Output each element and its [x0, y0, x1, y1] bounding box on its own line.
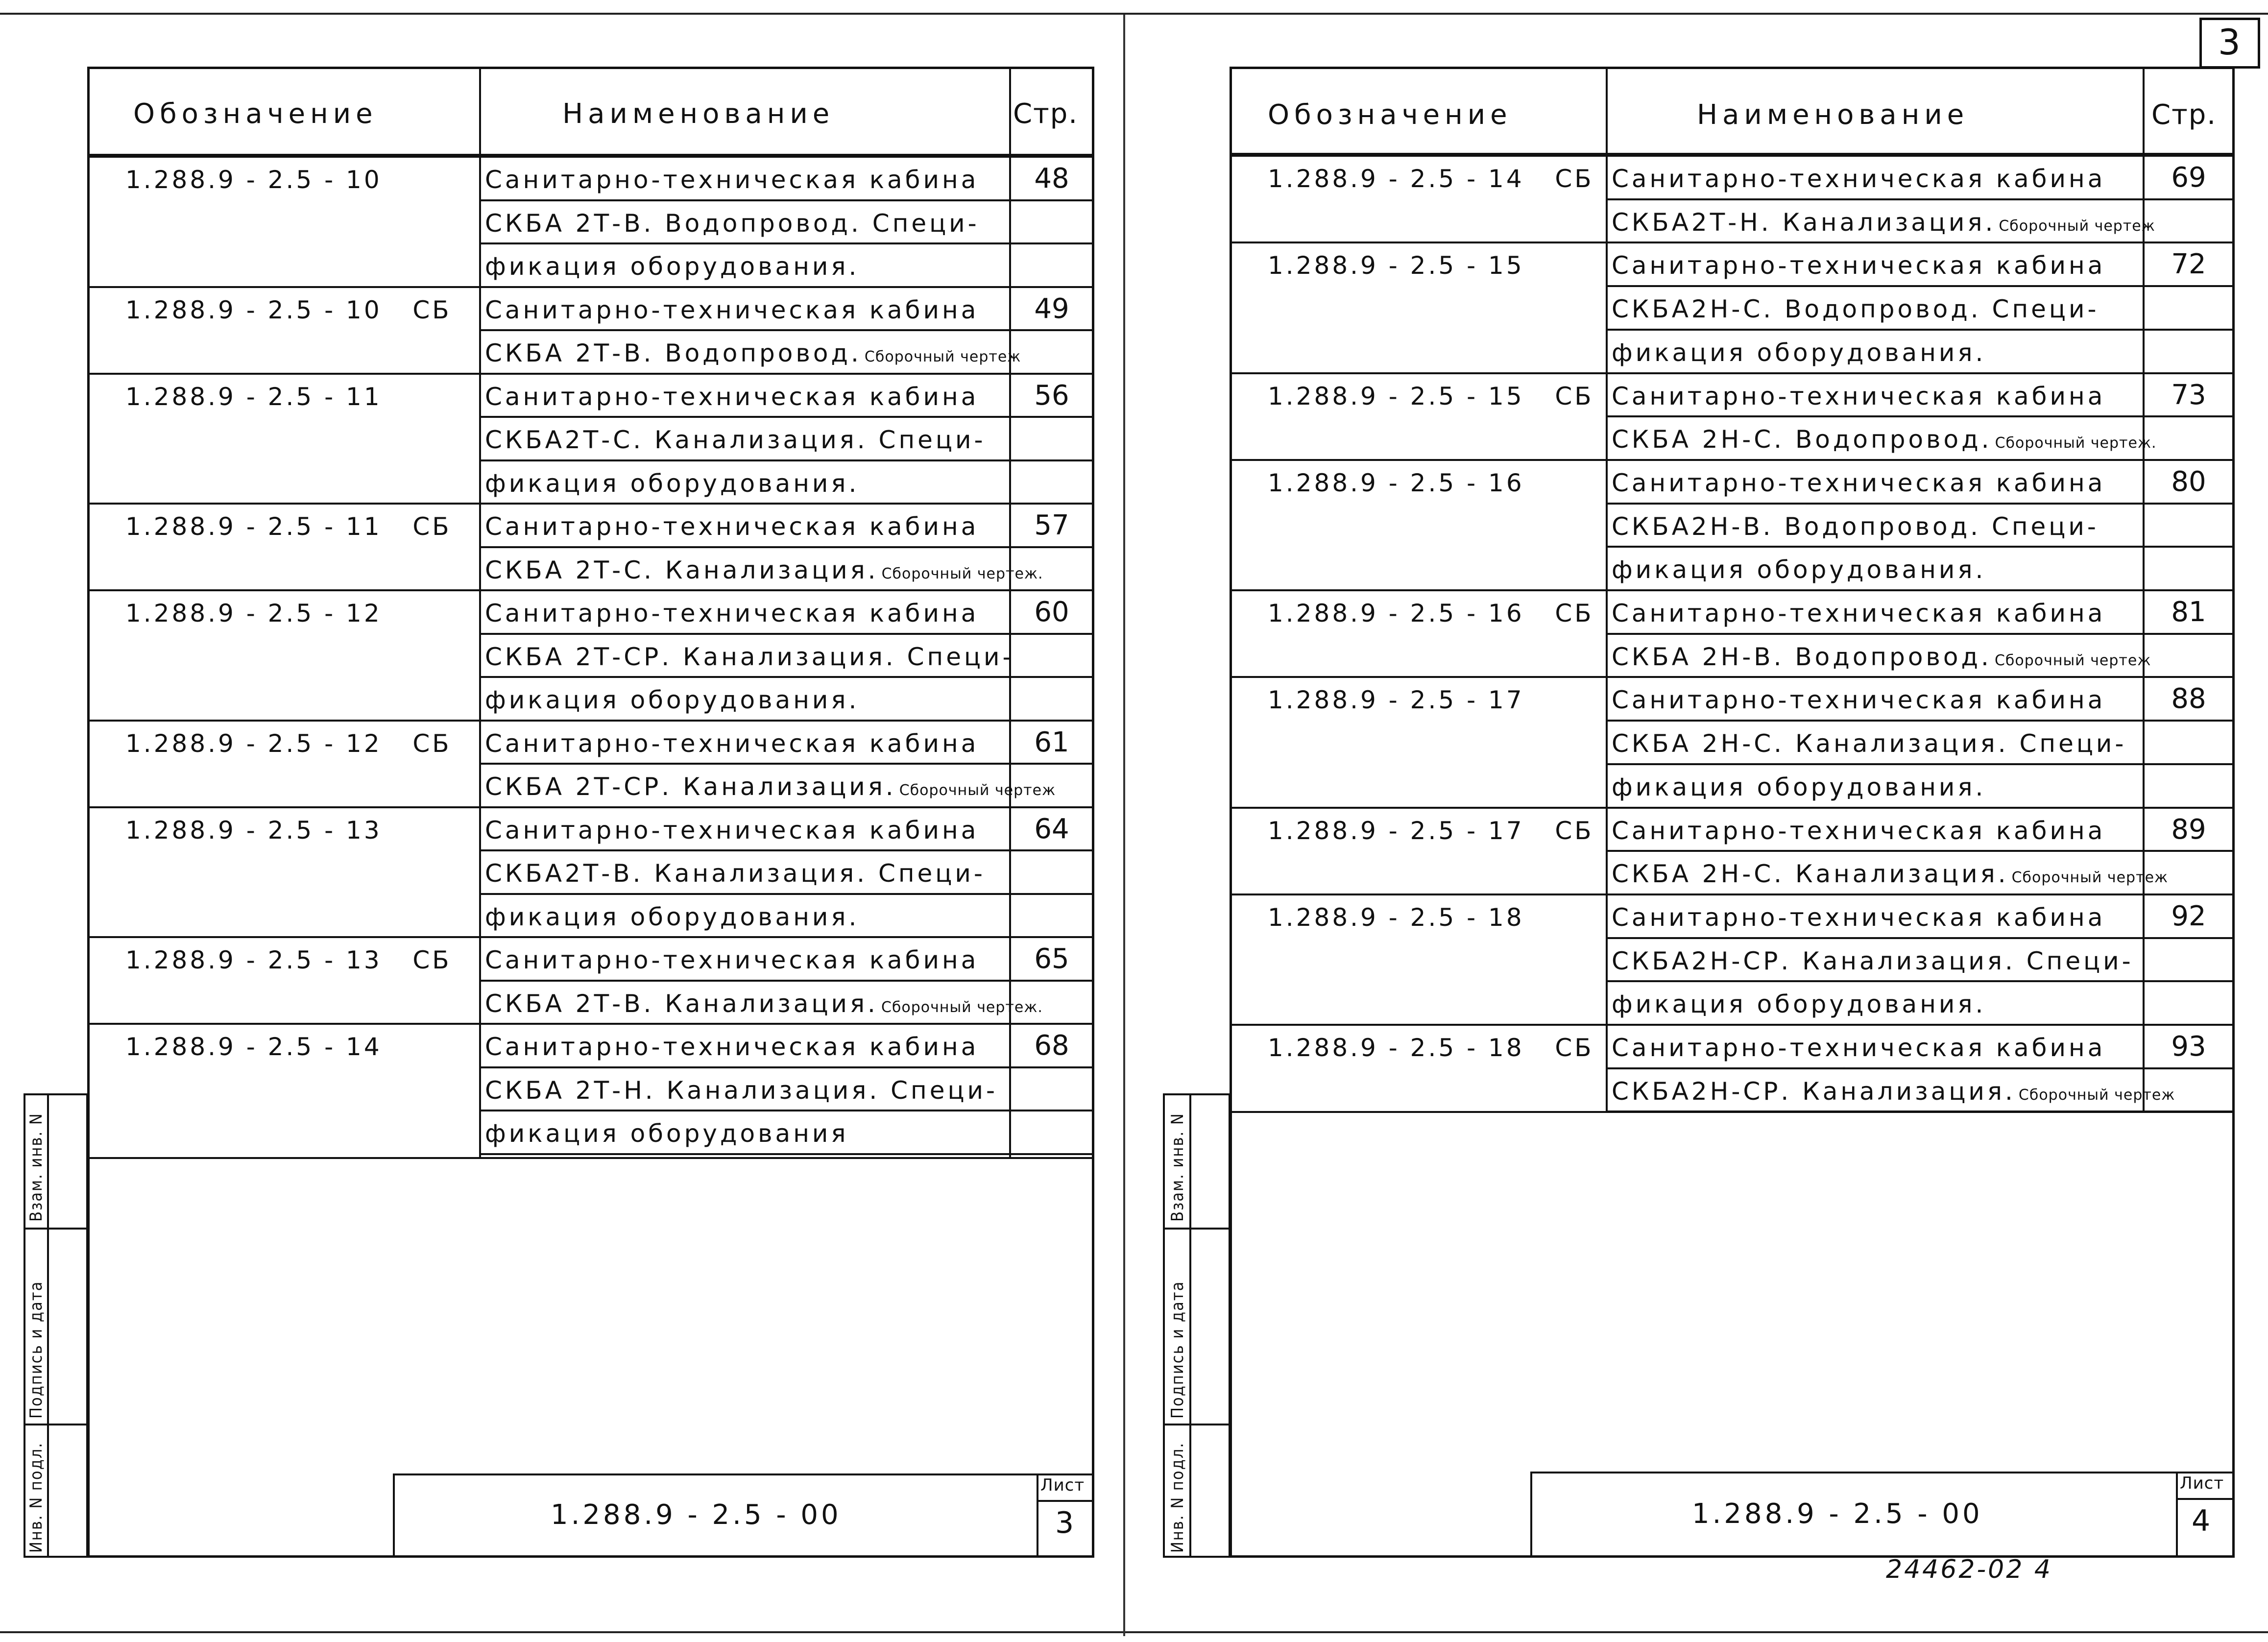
row-name-line: Санитарно-техническая кабина [1612, 1034, 2106, 1062]
row-designation: 1.288.9 - 2.5 - 17 [1268, 686, 1524, 715]
left-stamp-sheet-number: 3 [1055, 1506, 1074, 1540]
row-name-line: СКБА2Н-С. Водопровод. Специ- [1612, 295, 2099, 324]
row-name-text: СКБА 2Н-С. Канализация. [1612, 860, 2009, 889]
record-separator [87, 1023, 1094, 1025]
row-name-line: Санитарно-техническая кабина [1612, 686, 2106, 715]
record-separator [1230, 676, 2235, 678]
row-name-line: СКБА2Н-В. Водопровод. Специ- [1612, 512, 2099, 541]
row-separator [1606, 850, 2235, 852]
row-designation: 1.288.9 - 2.5 - 10 СБ [125, 295, 452, 324]
row-designation: 1.288.9 - 2.5 - 11 СБ [125, 512, 452, 541]
row-page: 81 [2171, 596, 2206, 628]
record-separator [1230, 1024, 2235, 1026]
row-page: 89 [2171, 813, 2206, 845]
footer-number: 24462-02 4 [1886, 1555, 2052, 1584]
right-stamp-code: 1.288.9 - 2.5 - 00 [1692, 1498, 1983, 1530]
row-separator [479, 416, 1094, 418]
row-separator [1606, 285, 2235, 287]
row-page: 73 [2171, 379, 2206, 411]
left-stamp-top [393, 1473, 1094, 1475]
row-name-text: СКБА 2Н-С. Водопровод. [1612, 425, 1992, 454]
row-name-line: Санитарно-техническая кабина [485, 1033, 979, 1061]
row-designation: 1.288.9 - 2.5 - 12 [125, 599, 382, 628]
row-name-line-with-note [485, 773, 1056, 801]
row-designation: 1.288.9 - 2.5 - 17 СБ [1268, 816, 1594, 845]
row-note: Сборочный чертеж. [1995, 435, 2157, 452]
row-name-line-with-note [1612, 643, 2151, 671]
row-name-line: Санитарно-техническая кабина [485, 816, 979, 845]
row-name-line: СКБА 2Т-В. Водопровод. Специ- [485, 209, 980, 238]
row-name-line: Санитарно-техническая кабина [485, 946, 979, 974]
row-separator [479, 546, 1094, 548]
right-table-frame [1230, 67, 2235, 1558]
right-side-stamp-sep-1 [1163, 1228, 1231, 1230]
row-page: 65 [1034, 943, 1069, 975]
row-name-line: Санитарно-техническая кабина [485, 729, 979, 758]
row-designation: 1.288.9 - 2.5 - 18 [1268, 903, 1524, 932]
row-separator [479, 633, 1094, 635]
left-side-stamp-divider [47, 1093, 49, 1558]
row-page: 49 [1034, 292, 1069, 325]
row-note: Сборочный чертеж. [881, 998, 1043, 1016]
row-separator [479, 199, 1094, 201]
record-separator [87, 373, 1094, 375]
record-separator [87, 589, 1094, 591]
record-separator [1230, 893, 2235, 895]
row-name-line-with-note [485, 339, 1021, 367]
left-side-stamp-sep-1 [24, 1228, 88, 1230]
row-name-line: фикация оборудования. [1612, 338, 1986, 367]
row-name-line: Санитарно-техническая кабина [485, 599, 979, 628]
row-separator [479, 893, 1094, 895]
row-separator [479, 1110, 1094, 1111]
row-separator [479, 242, 1094, 244]
record-separator [87, 503, 1094, 505]
row-page: 64 [1034, 813, 1069, 845]
corner-page-number: 3 [2218, 22, 2241, 63]
row-page: 48 [1034, 163, 1069, 194]
row-note: Сборочный чертеж. [881, 565, 1043, 582]
row-name-text: СКБА2Н-СР. Канализация. [1612, 1077, 2016, 1106]
row-name-line-with-note [1612, 425, 2157, 454]
row-name-line: СКБА 2Т-СР. Канализация. Специ- [485, 642, 1014, 671]
left-stamp-sheet-label-line [1037, 1500, 1094, 1502]
row-name-line: Санитарно-техническая кабина [485, 382, 979, 411]
row-page: 61 [1034, 726, 1069, 758]
right-side-stamp-sep-2 [1163, 1424, 1231, 1425]
record-separator [87, 286, 1094, 288]
row-name-line: Санитарно-техническая кабина [1612, 816, 2106, 845]
row-name-text: СКБА 2Т-В. Канализация. [485, 989, 878, 1018]
row-separator [1606, 720, 2235, 722]
row-name-text: СКБА 2Т-В. Водопровод. [485, 339, 862, 367]
row-page: 57 [1034, 509, 1069, 541]
left-header-name: Наименование [562, 98, 835, 130]
row-designation: 1.288.9 - 2.5 - 18 СБ [1268, 1034, 1594, 1062]
row-name-line-with-note [1612, 208, 2155, 237]
right-stamp-sheet-divider [2176, 1472, 2178, 1558]
row-separator [479, 459, 1094, 461]
row-separator [479, 329, 1094, 331]
row-page: 56 [1034, 379, 1069, 411]
row-separator [1606, 415, 2235, 417]
right-stamp-sheet-number: 4 [2192, 1504, 2211, 1538]
record-separator [1230, 459, 2235, 461]
row-note: Сборочный чертеж [2018, 1086, 2175, 1104]
right-header-page: Стр. [2151, 99, 2217, 131]
left-table-bottom [87, 1157, 1094, 1159]
row-name-text: СКБА2Т-Н. Канализация. [1612, 208, 1996, 237]
row-separator [1606, 503, 2235, 505]
row-separator [479, 980, 1094, 982]
right-stamp-sheet-label: Лист [2180, 1473, 2224, 1493]
row-note: Сборочный чертеж [899, 782, 1056, 799]
row-designation: 1.288.9 - 2.5 - 13 СБ [125, 946, 452, 974]
record-separator [1230, 155, 2235, 157]
row-name-text: СКБА 2Т-С. Канализация. [485, 555, 879, 584]
record-separator [1230, 241, 2235, 243]
row-designation: 1.288.9 - 2.5 - 16 [1268, 468, 1524, 497]
row-page: 80 [2171, 465, 2206, 498]
sheet-fold-line [1123, 15, 1125, 1636]
row-separator [1606, 1067, 2235, 1069]
row-designation: 1.288.9 - 2.5 - 11 [125, 382, 382, 411]
record-separator [1230, 589, 2235, 591]
record-separator [87, 720, 1094, 722]
row-name-line: СКБА2Т-С. Канализация. Специ- [485, 426, 986, 454]
row-separator [479, 849, 1094, 851]
row-name-line: фикация оборудования. [485, 469, 860, 498]
record-separator [1230, 372, 2235, 374]
row-page: 92 [2171, 900, 2206, 932]
row-name-line: Санитарно-техническая кабина [1612, 165, 2106, 193]
row-page: 88 [2171, 683, 2206, 715]
row-name-line: Санитарно-техническая кабина [1612, 468, 2106, 497]
row-separator [1606, 763, 2235, 765]
row-separator [1606, 329, 2235, 331]
row-note: Сборочный чертеж [1994, 652, 2151, 669]
row-designation: 1.288.9 - 2.5 - 10 [125, 166, 382, 194]
left-table-frame [87, 67, 1094, 1558]
row-designation: 1.288.9 - 2.5 - 13 [125, 816, 382, 845]
row-name-text: СКБА 2Т-СР. Канализация. [485, 773, 896, 801]
right-side-label-top: Взам. инв. N [1168, 1112, 1187, 1222]
row-name-line: Санитарно-техническая кабина [1612, 903, 2106, 932]
row-name-line: фикация оборудования. [485, 902, 860, 931]
row-designation: 1.288.9 - 2.5 - 15 [1268, 251, 1524, 280]
row-name-line: Санитарно-техническая кабина [1612, 251, 2106, 280]
row-page: 93 [2171, 1031, 2206, 1062]
left-header-page: Стр. [1013, 98, 1079, 130]
row-name-line-with-note [485, 990, 1043, 1018]
row-name-line: фикация оборудования. [1612, 773, 1986, 801]
row-separator [479, 763, 1094, 765]
row-name-line: Санитарно-техническая кабина [485, 295, 979, 324]
row-page: 69 [2171, 162, 2206, 193]
row-name-line: Санитарно-техническая кабина [485, 166, 979, 194]
row-separator [1606, 546, 2235, 548]
left-stamp-left [393, 1473, 395, 1558]
row-designation: 1.288.9 - 2.5 - 14 [125, 1033, 382, 1061]
row-separator [479, 676, 1094, 678]
left-stamp-sheet-divider [1037, 1473, 1038, 1558]
row-separator [479, 1153, 1094, 1155]
row-name-line: фикация оборудования. [485, 686, 860, 714]
row-name-line-with-note [1612, 860, 2168, 888]
row-name-line: СКБА2Т-В. Канализация. Специ- [485, 859, 986, 888]
row-page: 60 [1034, 596, 1069, 628]
left-side-label-mid: Подпись и дата [26, 1280, 46, 1419]
right-side-stamp-divider [1189, 1093, 1191, 1558]
row-name-line-with-note [485, 556, 1043, 584]
row-name-line: Санитарно-техническая кабина [1612, 382, 2106, 410]
left-stamp-code: 1.288.9 - 2.5 - 00 [551, 1499, 842, 1531]
record-separator [87, 806, 1094, 808]
row-separator [1606, 633, 2235, 635]
record-separator [87, 156, 1094, 158]
row-designation: 1.288.9 - 2.5 - 14 СБ [1268, 165, 1594, 193]
record-separator [87, 936, 1094, 938]
left-header-designation: Обозначение [133, 98, 378, 130]
right-header-name: Наименование [1697, 99, 1969, 131]
right-stamp-left [1530, 1472, 1532, 1558]
left-side-label-top: Взам. инв. N [26, 1112, 46, 1222]
left-col-divider-1 [479, 67, 481, 1159]
row-name-line: фикация оборудования [485, 1119, 849, 1148]
row-note: Сборочный чертеж [864, 348, 1021, 365]
left-stamp-sheet-label: Лист [1040, 1475, 1085, 1495]
row-separator [1606, 198, 2235, 200]
row-page: 72 [2171, 248, 2206, 281]
row-designation: 1.288.9 - 2.5 - 12 СБ [125, 729, 452, 758]
row-name-line-with-note [1612, 1077, 2175, 1106]
row-name-line: СКБА 2Н-С. Канализация. Специ- [1612, 729, 2127, 758]
row-name-line: фикация оборудования. [1612, 555, 1986, 584]
row-name-line: Санитарно-техническая кабина [1612, 599, 2106, 628]
row-separator [1606, 980, 2235, 982]
row-note: Сборочный чертеж [2011, 869, 2169, 887]
row-separator [1606, 937, 2235, 939]
right-stamp-top [1530, 1472, 2235, 1473]
row-designation: 1.288.9 - 2.5 - 16 СБ [1268, 599, 1594, 628]
row-separator [479, 1066, 1094, 1068]
row-name-line: фикация оборудования. [485, 252, 860, 281]
right-side-label-mid: Подпись и дата [1168, 1280, 1187, 1419]
row-designation: 1.288.9 - 2.5 - 15 СБ [1268, 382, 1594, 410]
row-name-text: СКБА 2Н-В. Водопровод. [1612, 642, 1992, 671]
row-note: Сборочный чертеж [1999, 217, 2155, 235]
row-name-line: СКБА2Н-СР. Канализация. Специ- [1612, 946, 2134, 975]
right-side-label-bot: Инв. N подл. [1168, 1442, 1187, 1553]
right-header-designation: Обозначение [1268, 99, 1512, 131]
row-page: 68 [1034, 1030, 1069, 1062]
left-side-stamp-sep-2 [24, 1424, 88, 1425]
left-side-label-bot: Инв. N подл. [26, 1442, 46, 1553]
row-separator [1606, 1111, 2235, 1112]
row-name-line: фикация оборудования. [1612, 990, 1986, 1019]
right-stamp-sheet-label-line [2176, 1498, 2235, 1500]
record-separator [1230, 807, 2235, 809]
row-name-line: Санитарно-техническая кабина [485, 512, 979, 541]
row-name-line: СКБА 2Т-Н. Канализация. Специ- [485, 1076, 998, 1105]
